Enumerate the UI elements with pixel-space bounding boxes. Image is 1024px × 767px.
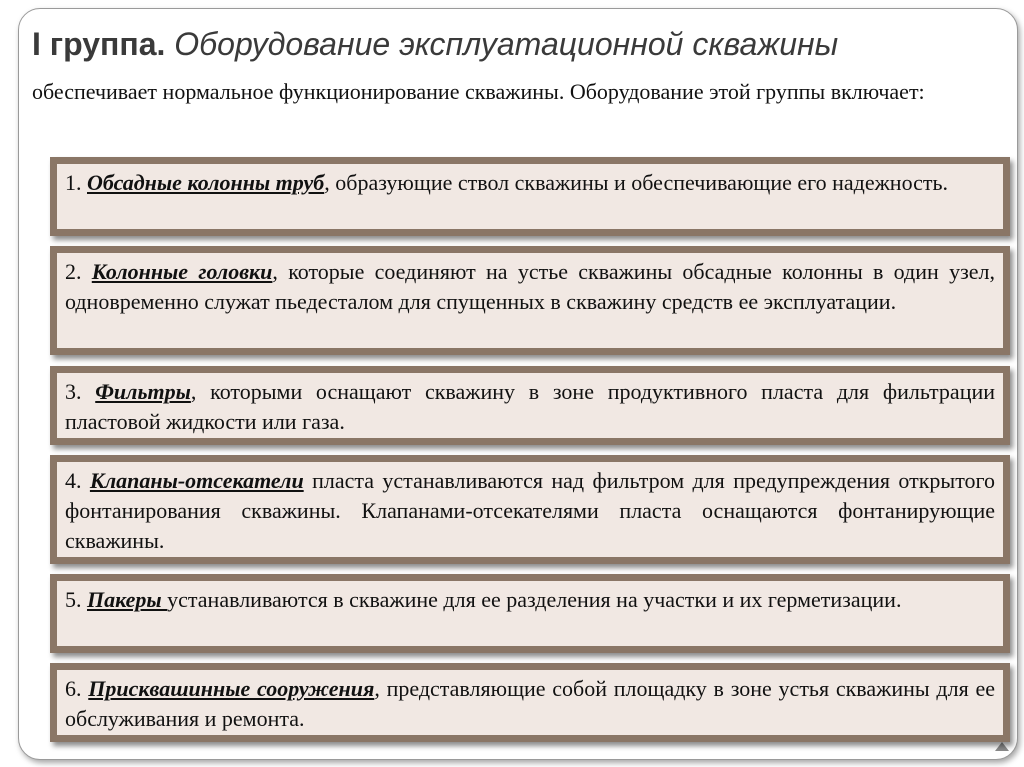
item-number: 5. <box>65 587 82 612</box>
slide-title <box>32 22 992 66</box>
item-term: Клапаны-отсекатели <box>89 468 304 493</box>
title-subject: Оборудование эксплуатационной скважины <box>174 26 839 62</box>
item-number: 6. <box>65 676 82 701</box>
item-term: Пакеры <box>87 587 168 612</box>
list-item-6 <box>50 663 1010 742</box>
item-text: , которыми оснащают скважину в зоне продуктивного пласта для фильтрации пластовой жидкости или газа. <box>65 379 996 434</box>
item-text: пласта устанавливаются над фильтром для предупреждения открытого фонтанирования скважины. Клапанами-отсекателями пласта оснащаются фонтанирующие скважины. <box>65 468 996 553</box>
item-number: 4. <box>65 468 82 493</box>
item-text: , представляющие собой площадку в зоне устья скважины для ее обслуживания и ремонта. <box>65 676 996 731</box>
title-group-label: I группа. <box>32 26 166 62</box>
list-item-4 <box>50 455 1010 564</box>
list-item-2 <box>50 246 1010 355</box>
intro-paragraph: обеспечивает нормальное функционирование скважины. Оборудование этой группы включает: <box>32 79 925 104</box>
item-term: Фильтры <box>95 379 191 404</box>
item-term: Обсадные колонны труб <box>87 170 325 195</box>
item-term: Присквашинные сооружения <box>88 676 375 701</box>
item-text: устанавливаются в скважине для ее разделения на участки и их герметизации. <box>167 587 902 612</box>
item-number: 2. <box>65 259 82 284</box>
list-item-1 <box>50 157 1010 236</box>
item-number: 1. <box>65 170 82 195</box>
item-term: Колонные головки <box>91 259 273 284</box>
list-item-3 <box>50 366 1010 445</box>
item-text: , образующие ствол скважины и обеспечивающие его надежность. <box>324 170 949 195</box>
corner-triangle-icon <box>995 742 1009 751</box>
item-number: 3. <box>65 379 82 404</box>
item-text: , которые соединяют на устье скважины обсадные колонны в один узел, одновременно служат пьедесталом для спущенных в скважину средств ее эксплуатации. <box>65 259 995 314</box>
list-item-5 <box>50 574 1010 653</box>
